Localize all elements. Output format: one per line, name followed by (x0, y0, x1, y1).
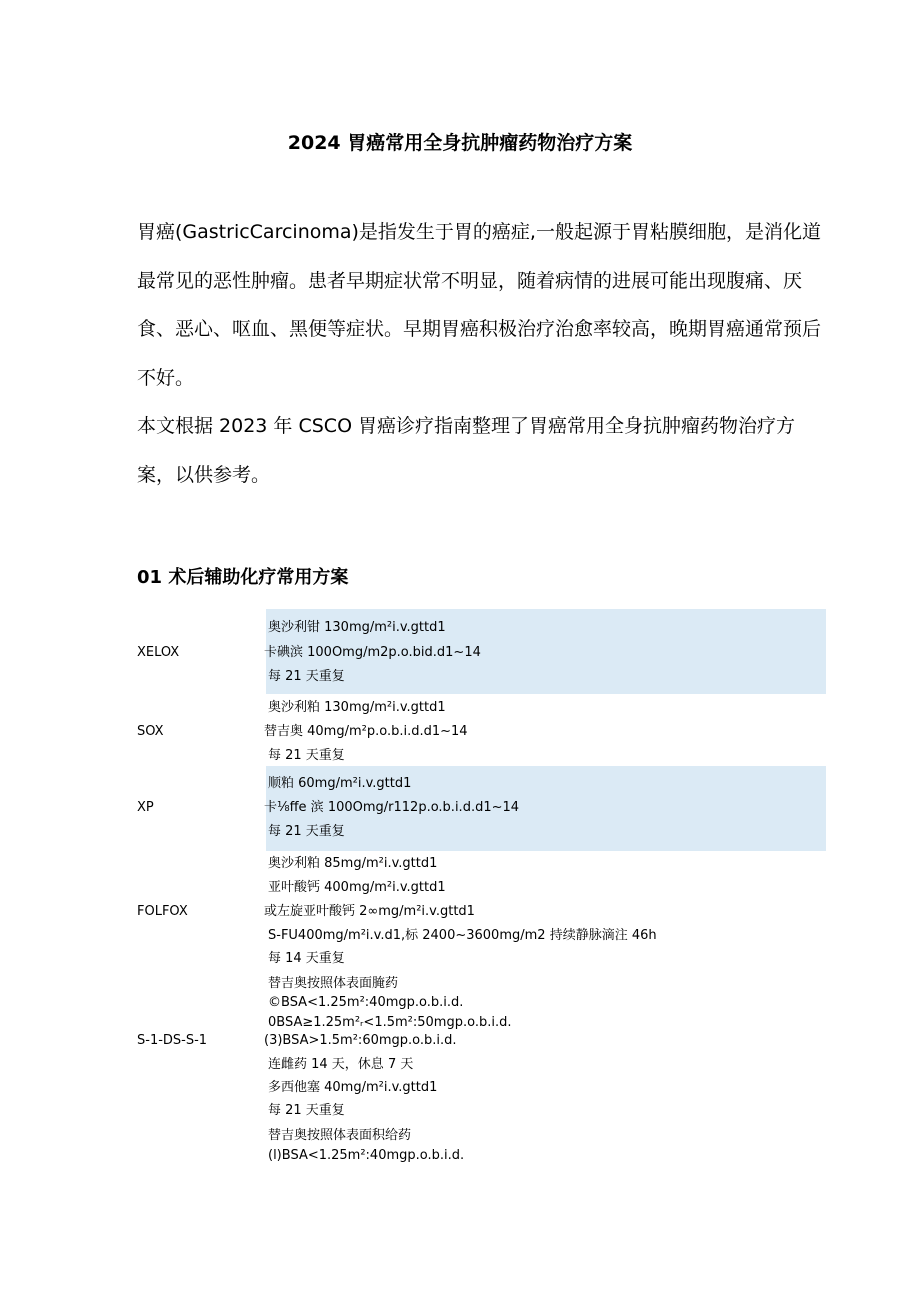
regimen-name: XP (137, 800, 154, 815)
intro-paragraph: 本文根据 2023 年 CSCO 胃癌诊疗指南整理了胃癌常用全身抗肿瘤药物治疗方案，以供参考。 (137, 415, 796, 486)
dosage-line: 奥沙利粕 85mg/m²i.v.gttd1 (268, 856, 438, 871)
dosage-line: 多西他塞 40mg/m²i.v.gttd1 (268, 1080, 438, 1095)
dosage-line: 亚叶酸钙 400mg/m²i.v.gttd1 (268, 880, 446, 895)
regimen-folfox (137, 851, 826, 971)
regimen-xelox (137, 609, 826, 694)
dosage-line: (3)BSA>1.5m²:60mgp.o.b.i.d. (264, 1033, 457, 1048)
intro-paragraph: 胃癌(GastricCarcinoma)是指发生于胃的癌症,一般起源于胃粘膜细胞，是消化道最常见的恶性肿瘤。患者早期症状常不明显，随着病情的进展可能出现腹痛、厌食、恶心、呕血、黑便等症状。早期胃癌积极治疗治愈率较高，晚期胃癌通常预后不好。 (137, 221, 822, 389)
intro-text (137, 208, 827, 499)
dosage-line: 每 14 天重复 (268, 951, 345, 966)
regimen-name: FOLFOX (137, 904, 188, 919)
dosage-line: 卡碘滨 100Omg/m2p.o.bid.d1~14 (264, 645, 481, 660)
regimen-xp (137, 766, 826, 851)
dosage-line: 每 21 天重复 (268, 748, 345, 763)
regimen-sox (137, 694, 826, 766)
dosage-line: 奥沙利粕 130mg/m²i.v.gttd1 (268, 700, 446, 715)
dosage-line: 每 21 天重复 (268, 669, 345, 684)
dosage-line: 或左旋亚叶酸钙 2∞mg/m²i.v.gttd1 (264, 904, 475, 919)
regimen-name: S-1-DS-S-1 (137, 1033, 208, 1048)
dosage-line: 顺粕 60mg/m²i.v.gttd1 (268, 776, 412, 791)
dosage-line: 每 21 天重复 (268, 1103, 345, 1118)
dosage-line: 替吉奥 40mg/m²p.o.b.i.d.d1~14 (264, 724, 468, 739)
dosage-line: 替吉奥按照体表面腌药 (268, 976, 399, 991)
regimen-name: XELOX (137, 645, 180, 660)
dosage-line: 连雌药 14 天，休息 7 天 (268, 1057, 414, 1072)
regimen-name: SOX (137, 724, 164, 739)
dosage-line: 奥沙利钳 130mg/m²i.v.gttd1 (268, 620, 446, 635)
page-title: 2024 胃癌常用全身抗肿瘤药物治疗方案 (287, 132, 633, 154)
dosage-line: ©BSA<1.25m²:40mgp.o.b.i.d. (268, 995, 464, 1010)
section-heading: 01 术后辅助化疗常用方案 (137, 567, 349, 588)
dosage-line: (l)BSA<1.25m²:40mgp.o.b.i.d. (268, 1148, 465, 1163)
dosage-line: 每 21 天重复 (268, 824, 345, 839)
dosage-line: S-FU400mg/m²i.v.d1,标 2400~3600mg/m2 持续静脉滴注 46h (268, 928, 657, 943)
dosage-line: 替吉奥按照体表面积给药 (268, 1128, 412, 1143)
regimen-s1-ds-s1 (137, 971, 826, 1171)
dosage-line: 0BSA≥1.25m²ᵣ<1.5m²:50mgp.o.b.i.d. (268, 1015, 512, 1030)
dosage-line: 卡⅛ffe 滨 100Omg/r112p.o.b.i.d.d1~14 (264, 800, 520, 815)
